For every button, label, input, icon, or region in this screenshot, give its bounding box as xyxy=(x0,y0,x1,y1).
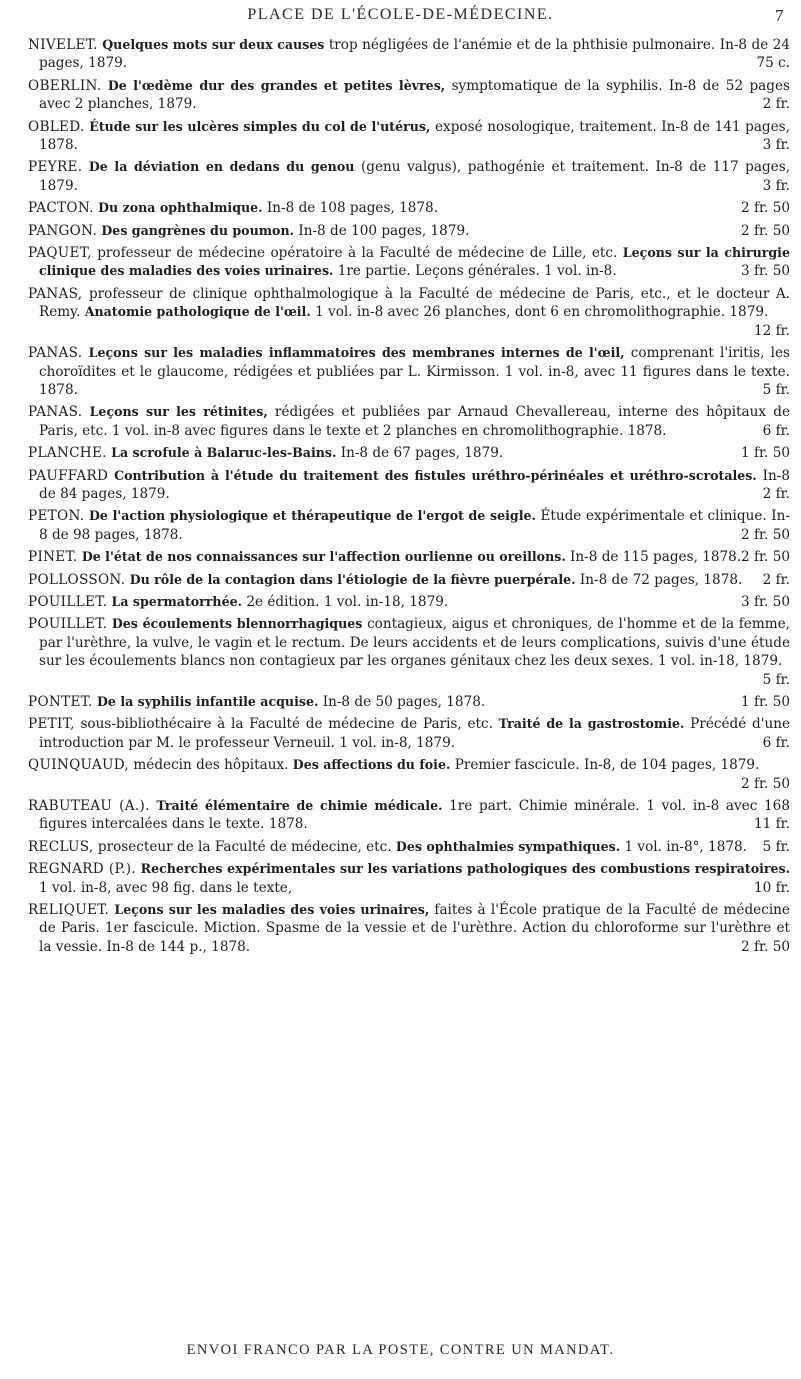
catalogue-entry xyxy=(28,344,790,399)
entry-title: De la déviation en dedans du genou xyxy=(88,159,355,175)
entry-price: 11 fr. xyxy=(754,816,790,833)
entry-title: Du rôle de la contagion dans l'étiologie de la fièvre puerpérale. xyxy=(129,571,576,587)
entry-description: Étude expérimentale et clinique. In-8 de 98 pages, 1878. xyxy=(39,508,791,543)
entry-price: 3 fr. xyxy=(762,177,790,194)
catalogue-entry xyxy=(28,715,790,752)
entry-title: Traité élémentaire de chimie médicale. xyxy=(156,798,443,814)
entry-title: Leçons sur la chirurgie clinique des maladies des voies urinaires. xyxy=(39,245,790,279)
entry-description: In-8 de 50 pages, 1878. xyxy=(322,694,486,710)
entry-author: OBLED. xyxy=(28,118,85,135)
entry-description: 1re partie. Leçons générales. 1 vol. in-8. xyxy=(337,263,617,280)
catalogue-entry xyxy=(28,444,790,462)
entry-title: Quelques mots sur deux causes xyxy=(102,37,325,52)
entry-description: Précédé d'une introduction par M. le professeur Verneuil. 1 vol. in-8, 1879. xyxy=(39,716,790,751)
entry-description: 1 vol. in-8°, 1878. xyxy=(624,838,747,855)
entry-title: De la syphilis infantile acquise. xyxy=(97,694,319,709)
catalogue-entry xyxy=(28,36,790,73)
entry-author: REGNARD (P.). xyxy=(28,861,137,878)
entry-price: 2 fr. 50 xyxy=(741,526,790,543)
entry-price: 1 fr. 50 xyxy=(741,445,790,462)
catalogue-entry xyxy=(28,860,790,897)
entry-price: 2 fr. 50 xyxy=(741,200,790,217)
entry-price: 5 fr. xyxy=(762,671,790,688)
entry-description: In-8 de 84 pages, 1879. xyxy=(39,467,790,502)
catalogue-entry xyxy=(28,571,790,589)
catalogue-entries xyxy=(28,36,790,960)
entry-title: Des écoulements blennorrhagiques xyxy=(111,616,363,632)
entry-title: Leçons sur les rétinites, xyxy=(89,404,268,420)
entry-author: PONTET. xyxy=(28,694,93,710)
entry-price: 3 fr. xyxy=(762,137,790,154)
entry-author: POLLOSSON. xyxy=(28,571,126,588)
entry-description: sous-bibliothécaire à la Faculté de médecine de Paris, etc. xyxy=(80,716,493,733)
entry-author: PETON. xyxy=(28,508,85,525)
entry-price: 2 fr. xyxy=(762,485,790,502)
entry-description: symptomatique de la syphilis. In-8 de 52 pages avec 2 planches, 1879. xyxy=(39,77,790,113)
entry-title: De l'état de nos connaissances sur l'affection ourlienne ou oreillons. xyxy=(81,549,566,565)
entry-price: 5 fr. xyxy=(762,838,790,855)
entry-price: 2 fr. 50 xyxy=(741,775,790,792)
entry-description: 1 vol. in-8, avec 98 fig. dans le texte, xyxy=(39,879,293,896)
entry-description: 2e édition. 1 vol. in-18, 1879. xyxy=(246,593,449,610)
entry-author: PLANCHE. xyxy=(28,445,107,462)
entry-price: 10 fr. xyxy=(754,879,790,896)
catalogue-entry xyxy=(28,244,790,281)
entry-price: 12 fr. xyxy=(754,322,790,339)
entry-price: 2 fr. 50 xyxy=(741,938,790,955)
entry-description: trop négligées de l'anémie et de la phthisie pulmonaire. In-8 de 24 pages, 1879. xyxy=(39,37,790,72)
entry-author: PANAS. xyxy=(28,345,83,362)
entry-title: Des gangrènes du poumon. xyxy=(101,222,294,238)
entry-price: 2 fr. xyxy=(762,571,790,588)
entry-description: In-8 de 100 pages, 1879. xyxy=(298,222,470,239)
catalogue-entry xyxy=(28,548,790,566)
entry-title: Traité de la gastrostomie. xyxy=(498,716,685,732)
entry-description: prosecteur de la Faculté de médecine, etc. xyxy=(97,838,392,855)
entry-price: 6 fr. xyxy=(762,734,790,751)
entry-author: NIVELET. xyxy=(28,37,98,53)
entry-title: La scrofule à Balaruc-les-Bains. xyxy=(111,445,337,461)
entry-description: 1 vol. in-8 avec 26 planches, dont 6 en chromolithographie. 1879. xyxy=(315,304,769,321)
catalogue-entry xyxy=(28,901,790,956)
catalogue-entry xyxy=(28,199,790,217)
entry-title: Du zona ophthalmique. xyxy=(98,200,263,216)
entry-author: PAQUET, xyxy=(28,245,92,262)
entry-title: Contribution à l'étude du traitement des fistules uréthro-périnéales et uréthro-scrotales. xyxy=(114,467,757,483)
entry-author: PANAS. xyxy=(28,404,83,421)
entry-author: OBERLIN. xyxy=(28,77,102,94)
entry-author: PETIT, xyxy=(28,716,75,733)
catalogue-entry xyxy=(28,222,790,240)
entry-price: 2 fr. 50 xyxy=(741,222,790,239)
entry-description: In-8 de 72 pages, 1878. xyxy=(579,571,743,588)
entry-description: exposé nosologique, traitement. In-8 de 141 pages, 1878. xyxy=(39,118,790,154)
entry-description: 1re part. Chimie minérale. 1 vol. in-8 avec 168 figures intercalées dans le texte. 1878. xyxy=(39,798,790,833)
running-header xyxy=(0,6,801,30)
catalogue-entry xyxy=(28,756,790,793)
entry-author: PACTON. xyxy=(28,200,94,217)
entry-title: Leçons sur les maladies des voies urinaires, xyxy=(114,902,430,918)
entry-description: contagieux, aigus et chroniques, de l'homme et de la femme, par l'urèthre, la vulve, le vagin et le rectum. De leurs accidents et de leurs complications, suivis d'une étude sur les écoulements blancs non contagieux par les organes génitaux chez les deux sexes. 1 vol. in-18, 1879. xyxy=(39,616,790,670)
entry-author: POUILLET. xyxy=(28,616,108,633)
entry-title: Anatomie pathologique de l'œil. xyxy=(84,304,311,320)
entry-author: PINET. xyxy=(28,549,78,566)
entry-author: RABUTEAU (A.). xyxy=(28,798,150,815)
entry-title: De l'action physiologique et thérapeutique de l'ergot de seigle. xyxy=(89,508,536,524)
entry-price: 5 fr. xyxy=(762,381,790,398)
entry-description: professeur de clinique ophthalmologique à la Faculté de médecine de Paris, etc., et le docteur A. Remy. xyxy=(39,285,791,321)
catalogue-entry xyxy=(28,403,790,440)
entry-title: Recherches expérimentales sur les variations pathologiques des combustions respiratoires. xyxy=(140,861,791,877)
entry-author: RELIQUET. xyxy=(28,902,110,919)
catalogue-entry xyxy=(28,838,790,856)
entry-price: 6 fr. xyxy=(762,422,790,439)
catalogue-entry xyxy=(28,285,790,340)
entry-author: POUILLET. xyxy=(28,593,108,610)
entry-title: La spermatorrhée. xyxy=(111,593,242,609)
entry-description: In-8 de 67 pages, 1879. xyxy=(340,445,504,462)
entry-description: faites à l'École pratique de la Faculté de médecine de Paris. 1er fascicule. Miction. Spasme de la vessie et de l'urèthre. Action du chloroforme sur l'urèthre et la vessie. In-8 de 144 p., 1878. xyxy=(39,902,790,955)
catalogue-entry xyxy=(28,593,790,611)
entry-price: 3 fr. 50 xyxy=(741,263,790,280)
footer-notice: ENVOI FRANCO PAR LA POSTE, CONTRE UN MANDAT. xyxy=(186,1342,615,1358)
entry-author: PEYRE. xyxy=(28,159,83,176)
entry-description: rédigées et publiées par Arnaud Chevallereau, interne des hôpitaux de Paris, etc. 1 vol. in-8 avec figures dans le texte et 2 planches en chromolithographie. 1878. xyxy=(39,404,791,439)
entry-description: médecin des hôpitaux. xyxy=(133,757,289,774)
catalogue-entry xyxy=(28,118,790,155)
page-number: 7 xyxy=(775,6,785,25)
catalogue-entry xyxy=(28,507,790,544)
catalogue-entry xyxy=(28,797,790,834)
entry-title: Des affections du foie. xyxy=(292,757,451,773)
header-title: PLACE DE L'ÉCOLE-DE-MÉDECINE. xyxy=(247,6,554,23)
entry-author: QUINQUAUD, xyxy=(28,757,130,774)
entry-title: Leçons sur les maladies inflammatoires des membranes internes de l'œil, xyxy=(88,345,625,361)
entry-price: 2 fr. xyxy=(762,96,790,113)
entry-description: In-8 de 108 pages, 1878. xyxy=(266,200,439,217)
entry-title: Étude sur les ulcères simples du col de l'utérus, xyxy=(89,118,431,134)
catalogue-entry xyxy=(28,77,790,114)
catalogue-entry xyxy=(28,158,790,195)
catalogue-entry xyxy=(28,693,790,711)
entry-description: professeur de médecine opératoire à la Faculté de médecine de Lille, etc. xyxy=(97,245,618,262)
entry-author: PANGON. xyxy=(28,222,98,239)
entry-price: 2 fr. 50 xyxy=(741,549,790,566)
entry-price: 75 c. xyxy=(756,55,790,72)
catalogue-entry xyxy=(28,615,790,689)
entry-description: comprenant l'iritis, les choroïdites et le glaucome, rédigées et publiées par L. Kirmisson. 1 vol. in-8, avec 11 figures dans le texte. 1878. xyxy=(39,345,791,398)
entry-title: De l'œdème dur des grandes et petites lèvres, xyxy=(107,77,446,93)
entry-author: PANAS, xyxy=(28,285,83,302)
entry-price: 3 fr. 50 xyxy=(741,593,790,610)
entry-author: PAUFFARD xyxy=(28,467,109,484)
entry-description: In-8 de 115 pages, 1878. xyxy=(570,549,742,566)
entry-price: 1 fr. 50 xyxy=(741,694,790,710)
entry-author: RECLUS, xyxy=(28,838,94,855)
catalogue-entry xyxy=(28,467,790,504)
entry-title: Des ophthalmies sympathiques. xyxy=(395,838,621,854)
entry-description: (genu valgus), pathogénie et traitement. In-8 de 117 pages, 1879. xyxy=(39,159,791,194)
entry-description: Premier fascicule. In-8, de 104 pages, 1879. xyxy=(454,757,760,774)
